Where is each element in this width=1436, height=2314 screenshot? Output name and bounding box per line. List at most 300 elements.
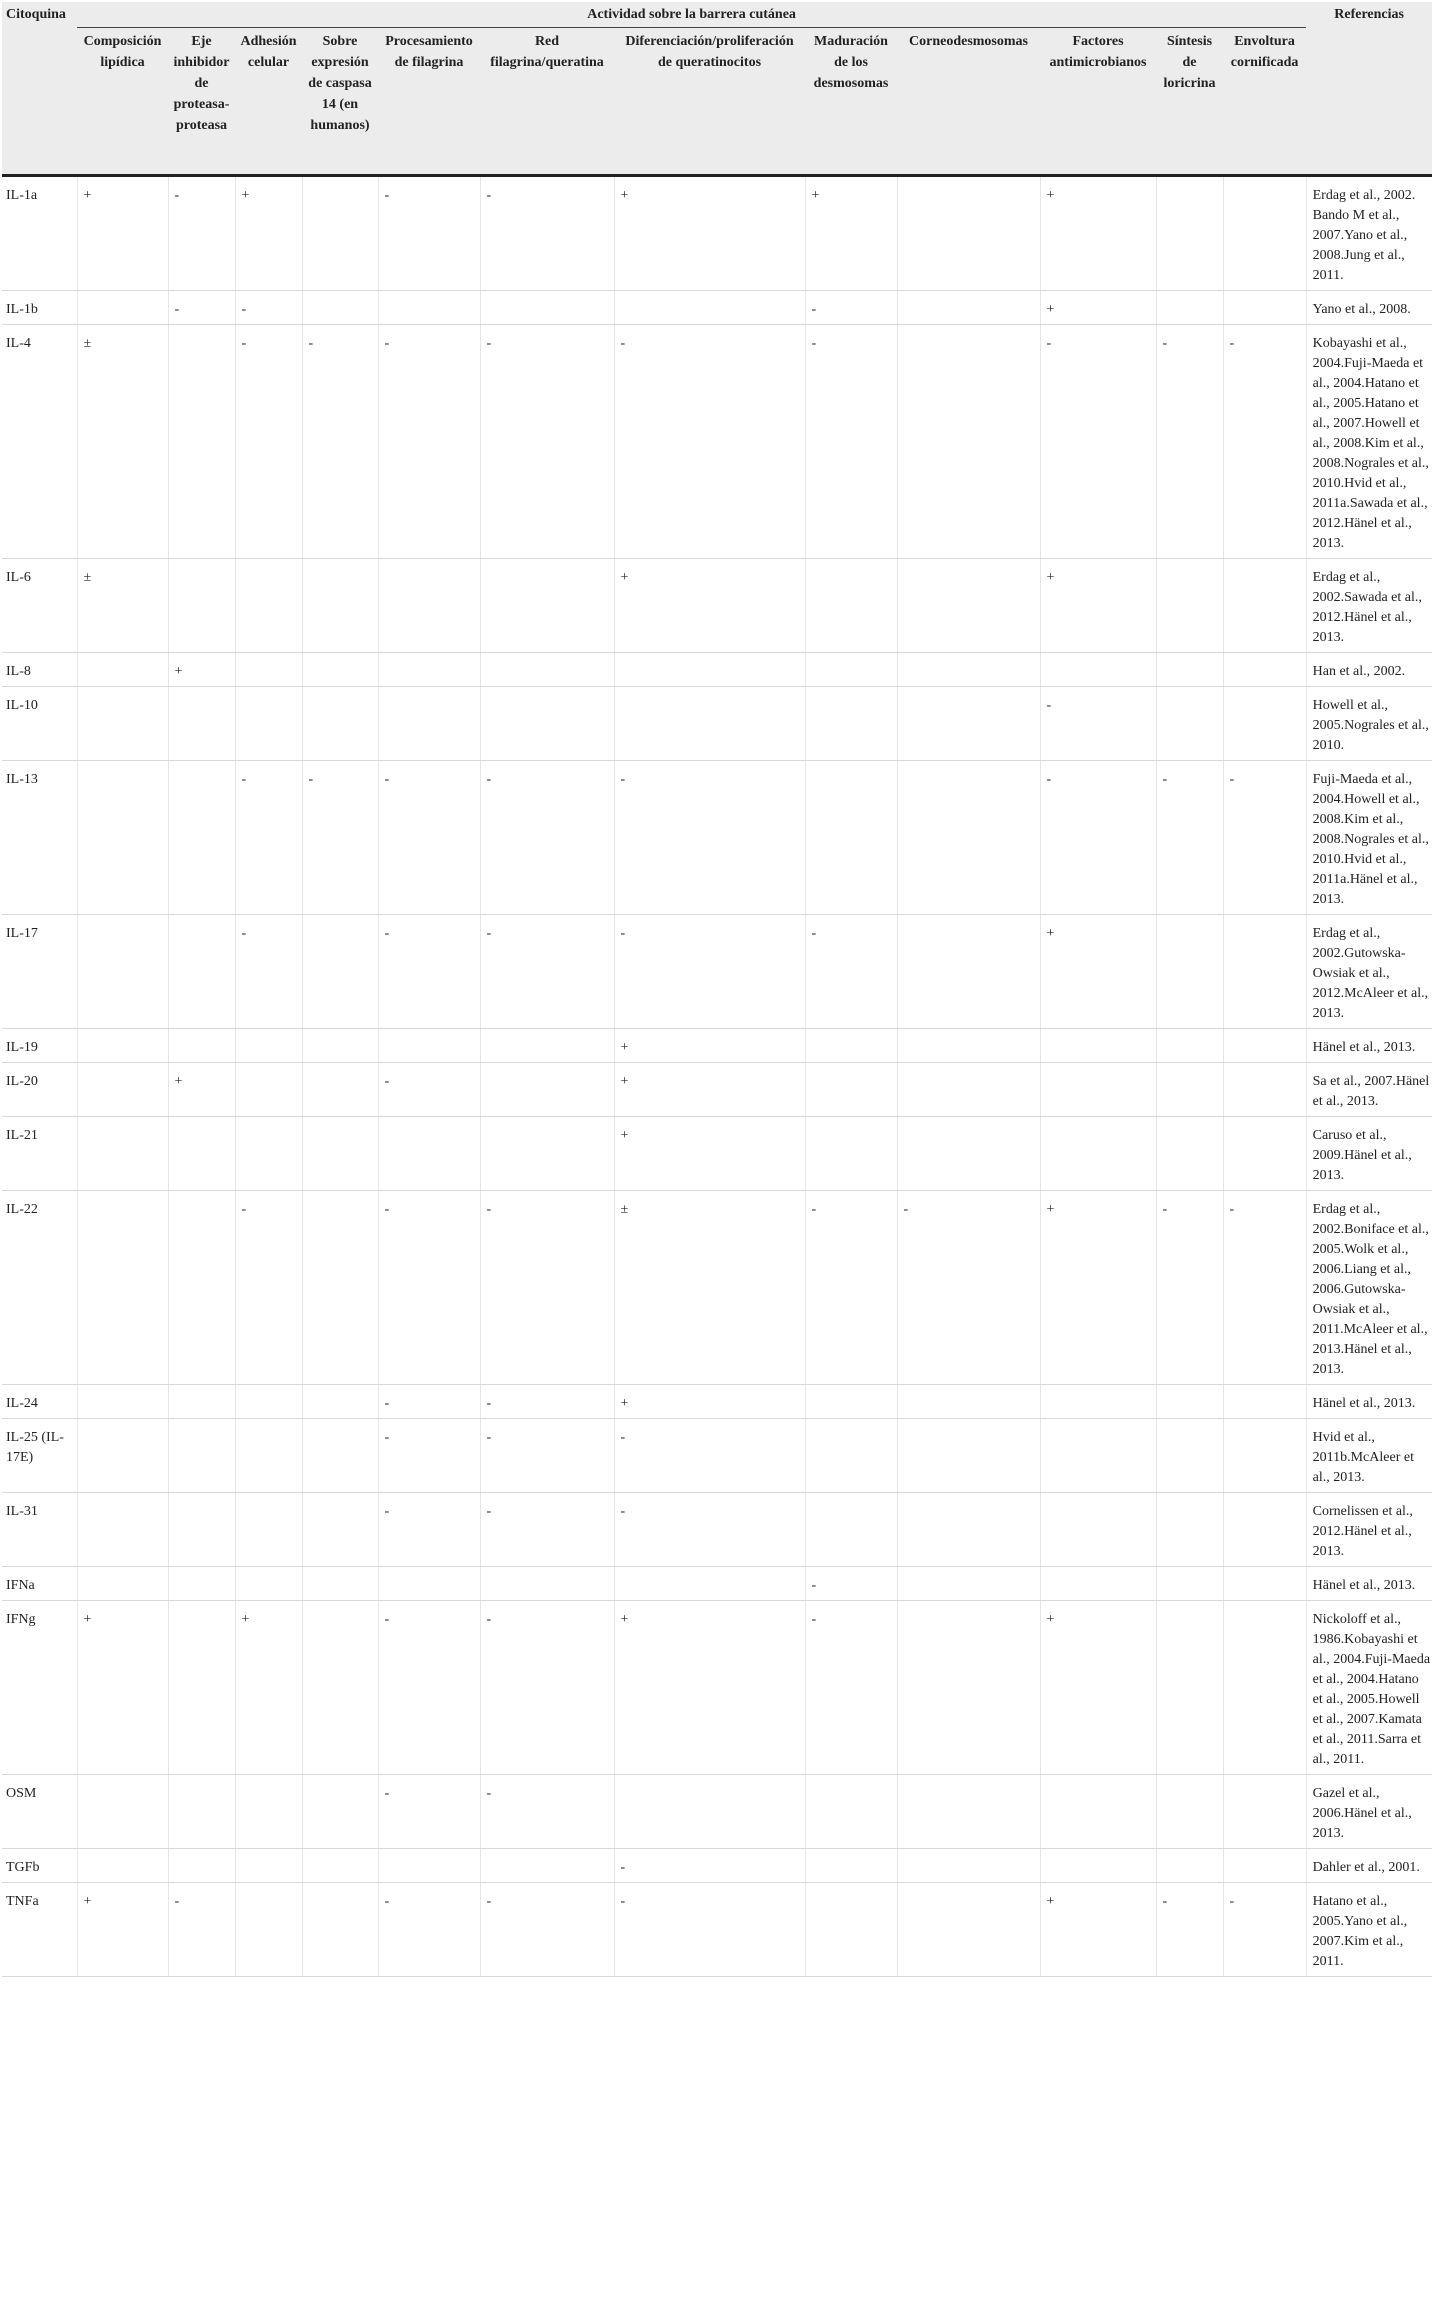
references-cell: Yano et al., 2008. xyxy=(1306,291,1432,325)
cytokine-name: IL-6 xyxy=(2,559,77,653)
references-cell: Caruso et al., 2009.Hänel et al., 2013. xyxy=(1306,1117,1432,1191)
activity-cell: - xyxy=(235,325,302,559)
references-cell: Erdag et al., 2002. Bando M et al., 2007.Yano et al., 2008.Jung et al., 2011. xyxy=(1306,176,1432,291)
activity-cell xyxy=(302,653,378,687)
activity-cell xyxy=(805,1385,897,1419)
activity-cell: + xyxy=(614,1117,805,1191)
activity-cell xyxy=(1156,1385,1223,1419)
activity-cell xyxy=(614,1567,805,1601)
activity-cell xyxy=(168,915,235,1029)
activity-cell xyxy=(480,559,614,653)
activity-cell: - xyxy=(1156,325,1223,559)
activity-cell xyxy=(168,1385,235,1419)
activity-cell xyxy=(235,1775,302,1849)
activity-cell xyxy=(168,1493,235,1567)
activity-cell: - xyxy=(614,1849,805,1883)
activity-cell: - xyxy=(480,325,614,559)
activity-cell xyxy=(897,1775,1040,1849)
header-cytokine: Citoquina xyxy=(2,2,77,176)
activity-cell: - xyxy=(378,1385,480,1419)
cytokine-name: IL-1b xyxy=(2,291,77,325)
activity-cell: - xyxy=(378,1493,480,1567)
activity-cell xyxy=(897,1601,1040,1775)
column-header: Envoltura cornificada xyxy=(1223,28,1306,176)
table-row xyxy=(2,1601,1432,1775)
activity-cell: - xyxy=(805,915,897,1029)
activity-cell: - xyxy=(378,761,480,915)
activity-cell xyxy=(805,559,897,653)
activity-cell xyxy=(235,687,302,761)
activity-cell: - xyxy=(235,761,302,915)
activity-cell: - xyxy=(1040,687,1156,761)
activity-cell xyxy=(1223,1493,1306,1567)
activity-cell: + xyxy=(168,653,235,687)
activity-cell xyxy=(897,1849,1040,1883)
table-row xyxy=(2,1029,1432,1063)
activity-cell xyxy=(1040,1775,1156,1849)
activity-cell: - xyxy=(1223,761,1306,915)
activity-cell: - xyxy=(168,176,235,291)
activity-cell xyxy=(235,1063,302,1117)
activity-cell: - xyxy=(805,325,897,559)
activity-cell: + xyxy=(614,1601,805,1775)
activity-cell xyxy=(480,291,614,325)
activity-cell xyxy=(302,1883,378,1977)
table-row xyxy=(2,653,1432,687)
activity-cell xyxy=(168,1117,235,1191)
table-row xyxy=(2,915,1432,1029)
activity-cell: - xyxy=(378,1775,480,1849)
activity-cell: - xyxy=(614,915,805,1029)
table-body xyxy=(2,176,1432,1977)
cytokine-name: IL-13 xyxy=(2,761,77,915)
activity-cell: - xyxy=(378,1601,480,1775)
activity-cell: - xyxy=(480,1601,614,1775)
cytokine-name: OSM xyxy=(2,1775,77,1849)
activity-cell xyxy=(897,176,1040,291)
activity-cell xyxy=(805,1029,897,1063)
references-cell: Han et al., 2002. xyxy=(1306,653,1432,687)
activity-cell xyxy=(302,1567,378,1601)
cytokine-name: TNFa xyxy=(2,1883,77,1977)
activity-cell xyxy=(378,1117,480,1191)
activity-cell xyxy=(1156,1493,1223,1567)
activity-cell xyxy=(235,1567,302,1601)
activity-cell xyxy=(897,1419,1040,1493)
activity-cell xyxy=(77,1117,168,1191)
activity-cell xyxy=(897,653,1040,687)
activity-cell xyxy=(1156,291,1223,325)
activity-cell: + xyxy=(168,1063,235,1117)
table-header xyxy=(2,2,1432,176)
activity-cell: + xyxy=(235,176,302,291)
activity-cell xyxy=(235,1419,302,1493)
activity-cell xyxy=(302,1849,378,1883)
activity-cell xyxy=(302,1419,378,1493)
activity-cell xyxy=(614,687,805,761)
activity-cell: + xyxy=(77,176,168,291)
activity-cell xyxy=(805,1775,897,1849)
activity-cell xyxy=(1040,1567,1156,1601)
activity-cell xyxy=(897,325,1040,559)
activity-cell: - xyxy=(1223,1883,1306,1977)
activity-cell: - xyxy=(805,291,897,325)
references-cell: Cornelissen et al., 2012.Hänel et al., 2013. xyxy=(1306,1493,1432,1567)
activity-cell: + xyxy=(614,1029,805,1063)
activity-cell: + xyxy=(805,176,897,291)
activity-cell xyxy=(897,687,1040,761)
activity-cell xyxy=(897,1883,1040,1977)
table-row xyxy=(2,761,1432,915)
activity-cell: - xyxy=(1223,1191,1306,1385)
column-header: Diferenciación/proliferación de queratinocitos xyxy=(614,28,805,176)
activity-cell xyxy=(302,1493,378,1567)
cytokine-barrier-table xyxy=(2,2,1432,1977)
activity-cell xyxy=(1156,653,1223,687)
activity-cell xyxy=(77,1385,168,1419)
cytokine-name: IL-25 (IL-17E) xyxy=(2,1419,77,1493)
activity-cell xyxy=(1040,1493,1156,1567)
references-cell: Hänel et al., 2013. xyxy=(1306,1029,1432,1063)
column-header: Sobre expresión de caspasa 14 (en humanos) xyxy=(302,28,378,176)
activity-cell xyxy=(1223,1117,1306,1191)
activity-cell xyxy=(1040,653,1156,687)
activity-cell: - xyxy=(480,1419,614,1493)
activity-cell: + xyxy=(1040,1191,1156,1385)
activity-cell: + xyxy=(77,1883,168,1977)
activity-cell: - xyxy=(480,176,614,291)
header-references: Referencias xyxy=(1306,2,1432,176)
activity-cell xyxy=(1223,1601,1306,1775)
activity-cell xyxy=(235,1385,302,1419)
activity-cell xyxy=(77,653,168,687)
activity-cell: - xyxy=(614,1493,805,1567)
cytokine-name: IL-19 xyxy=(2,1029,77,1063)
activity-cell xyxy=(614,1775,805,1849)
activity-cell xyxy=(168,1029,235,1063)
activity-cell: - xyxy=(480,915,614,1029)
activity-cell xyxy=(480,653,614,687)
activity-cell xyxy=(897,1029,1040,1063)
activity-cell: - xyxy=(1040,325,1156,559)
references-cell: Nickoloff et al., 1986.Kobayashi et al., 2004.Fuji-Maeda et al., 2004.Hatano et al., 2005.Howell et al., 2007.Kamata et al., 2011.Sarra et al., 2011. xyxy=(1306,1601,1432,1775)
activity-cell xyxy=(1223,1063,1306,1117)
table-row xyxy=(2,1883,1432,1977)
activity-cell xyxy=(1223,915,1306,1029)
activity-cell xyxy=(77,1493,168,1567)
table-row xyxy=(2,559,1432,653)
activity-cell xyxy=(1040,1029,1156,1063)
references-cell: Erdag et al., 2002.Boniface et al., 2005.Wolk et al., 2006.Liang et al., 2006.Gutowska-Owsiak et al., 2011.McAleer et al., 2013.Hänel et al., 2013. xyxy=(1306,1191,1432,1385)
column-header: Factores antimicrobianos xyxy=(1040,28,1156,176)
cytokine-name: IFNa xyxy=(2,1567,77,1601)
activity-cell xyxy=(897,915,1040,1029)
activity-cell xyxy=(168,1191,235,1385)
activity-cell xyxy=(77,915,168,1029)
activity-cell: - xyxy=(1156,1883,1223,1977)
activity-cell xyxy=(302,1775,378,1849)
column-header: Corneodesmosomas xyxy=(897,28,1040,176)
activity-cell: - xyxy=(302,325,378,559)
activity-cell: - xyxy=(302,761,378,915)
activity-cell xyxy=(302,1117,378,1191)
references-cell: Dahler et al., 2001. xyxy=(1306,1849,1432,1883)
activity-cell xyxy=(1156,687,1223,761)
activity-cell: + xyxy=(1040,559,1156,653)
activity-cell xyxy=(897,1385,1040,1419)
activity-cell xyxy=(805,761,897,915)
activity-cell: + xyxy=(614,1063,805,1117)
table-row xyxy=(2,176,1432,291)
activity-cell xyxy=(1156,1567,1223,1601)
activity-cell xyxy=(168,559,235,653)
activity-cell: + xyxy=(77,1601,168,1775)
column-header: Composición lipídica xyxy=(77,28,168,176)
cytokine-name: IL-4 xyxy=(2,325,77,559)
activity-cell xyxy=(1223,1567,1306,1601)
activity-cell: + xyxy=(1040,176,1156,291)
activity-cell: ± xyxy=(614,1191,805,1385)
activity-cell: + xyxy=(614,559,805,653)
activity-cell: - xyxy=(1223,325,1306,559)
activity-cell xyxy=(302,291,378,325)
references-cell: Hvid et al., 2011b.McAleer et al., 2013. xyxy=(1306,1419,1432,1493)
activity-cell xyxy=(168,761,235,915)
activity-cell xyxy=(1156,1029,1223,1063)
activity-cell xyxy=(897,1567,1040,1601)
cytokine-name: IL-17 xyxy=(2,915,77,1029)
references-cell: Sa et al., 2007.Hänel et al., 2013. xyxy=(1306,1063,1432,1117)
table-row xyxy=(2,1493,1432,1567)
activity-cell xyxy=(77,1063,168,1117)
column-header: Adhesión celular xyxy=(235,28,302,176)
activity-cell xyxy=(235,1849,302,1883)
activity-cell xyxy=(480,1849,614,1883)
cytokine-name: IL-10 xyxy=(2,687,77,761)
activity-cell: - xyxy=(378,176,480,291)
references-cell: Fuji-Maeda et al., 2004.Howell et al., 2008.Kim et al., 2008.Nograles et al., 2010.Hvid et al., 2011a.Hänel et al., 2013. xyxy=(1306,761,1432,915)
activity-cell xyxy=(77,761,168,915)
references-cell: Hatano et al., 2005.Yano et al., 2007.Kim et al., 2011. xyxy=(1306,1883,1432,1977)
activity-cell xyxy=(1156,1063,1223,1117)
activity-cell xyxy=(302,559,378,653)
activity-cell xyxy=(77,1849,168,1883)
activity-cell xyxy=(1223,687,1306,761)
table-row xyxy=(2,1849,1432,1883)
activity-cell: - xyxy=(235,1191,302,1385)
activity-cell: - xyxy=(235,291,302,325)
activity-cell xyxy=(1040,1419,1156,1493)
activity-cell xyxy=(614,291,805,325)
cytokine-name: IFNg xyxy=(2,1601,77,1775)
table-row xyxy=(2,1385,1432,1419)
header-barrier-activity-group: Actividad sobre la barrera cutánea xyxy=(77,2,1306,28)
activity-cell xyxy=(235,1117,302,1191)
activity-cell xyxy=(1156,1419,1223,1493)
activity-cell: - xyxy=(480,1493,614,1567)
activity-cell xyxy=(302,687,378,761)
activity-cell: + xyxy=(235,1601,302,1775)
activity-cell xyxy=(235,1029,302,1063)
references-cell: Hänel et al., 2013. xyxy=(1306,1567,1432,1601)
table-row xyxy=(2,291,1432,325)
activity-cell xyxy=(480,687,614,761)
activity-cell: + xyxy=(614,1385,805,1419)
activity-cell xyxy=(378,1029,480,1063)
table-row xyxy=(2,1191,1432,1385)
activity-cell xyxy=(168,1775,235,1849)
activity-cell: - xyxy=(480,1775,614,1849)
references-cell: Howell et al., 2005.Nograles et al., 2010. xyxy=(1306,687,1432,761)
activity-cell xyxy=(302,1601,378,1775)
activity-cell xyxy=(1223,1849,1306,1883)
activity-cell xyxy=(235,559,302,653)
activity-cell: - xyxy=(805,1601,897,1775)
activity-cell xyxy=(1223,1775,1306,1849)
activity-cell xyxy=(1040,1849,1156,1883)
activity-cell xyxy=(897,291,1040,325)
activity-cell xyxy=(1223,176,1306,291)
activity-cell: - xyxy=(378,1419,480,1493)
activity-cell xyxy=(302,915,378,1029)
activity-cell: - xyxy=(1040,761,1156,915)
table-row xyxy=(2,1567,1432,1601)
activity-cell xyxy=(168,1601,235,1775)
activity-cell xyxy=(77,291,168,325)
cytokine-name: IL-24 xyxy=(2,1385,77,1419)
activity-cell xyxy=(480,1063,614,1117)
activity-cell xyxy=(378,559,480,653)
activity-cell xyxy=(77,687,168,761)
table-row xyxy=(2,687,1432,761)
activity-cell: ± xyxy=(77,325,168,559)
activity-cell: - xyxy=(378,1063,480,1117)
activity-cell xyxy=(302,1385,378,1419)
activity-cell: - xyxy=(480,1385,614,1419)
activity-cell xyxy=(378,687,480,761)
activity-cell xyxy=(168,1419,235,1493)
cytokine-name: IL-31 xyxy=(2,1493,77,1567)
activity-cell xyxy=(77,1419,168,1493)
column-header: Síntesis de loricrina xyxy=(1156,28,1223,176)
activity-cell xyxy=(1223,291,1306,325)
activity-cell xyxy=(302,176,378,291)
activity-cell: - xyxy=(378,915,480,1029)
activity-cell xyxy=(302,1029,378,1063)
activity-cell xyxy=(378,1849,480,1883)
activity-cell xyxy=(1156,1117,1223,1191)
activity-cell: - xyxy=(1156,761,1223,915)
activity-cell xyxy=(897,1063,1040,1117)
activity-cell: + xyxy=(1040,1601,1156,1775)
activity-cell xyxy=(1156,559,1223,653)
activity-cell: - xyxy=(480,761,614,915)
activity-cell xyxy=(1156,176,1223,291)
cytokine-name: IL-21 xyxy=(2,1117,77,1191)
references-cell: Erdag et al., 2002.Gutowska-Owsiak et al., 2012.McAleer et al., 2013. xyxy=(1306,915,1432,1029)
activity-cell xyxy=(1156,1775,1223,1849)
activity-cell xyxy=(168,325,235,559)
activity-cell xyxy=(805,1883,897,1977)
cytokine-name: IL-8 xyxy=(2,653,77,687)
activity-cell: ± xyxy=(77,559,168,653)
activity-cell: - xyxy=(805,1567,897,1601)
activity-cell: + xyxy=(1040,1883,1156,1977)
activity-cell: - xyxy=(614,1419,805,1493)
activity-cell xyxy=(77,1029,168,1063)
references-cell: Gazel et al., 2006.Hänel et al., 2013. xyxy=(1306,1775,1432,1849)
activity-cell: - xyxy=(614,1883,805,1977)
activity-cell xyxy=(480,1029,614,1063)
activity-cell xyxy=(378,653,480,687)
activity-cell xyxy=(77,1191,168,1385)
cytokine-name: TGFb xyxy=(2,1849,77,1883)
activity-cell xyxy=(805,1849,897,1883)
table-row xyxy=(2,1419,1432,1493)
activity-cell xyxy=(1156,1601,1223,1775)
activity-cell: + xyxy=(614,176,805,291)
activity-cell: - xyxy=(378,1883,480,1977)
activity-cell xyxy=(168,1567,235,1601)
activity-cell xyxy=(805,1117,897,1191)
column-header: Eje inhibidor de proteasa-proteasa xyxy=(168,28,235,176)
references-cell: Erdag et al., 2002.Sawada et al., 2012.Hänel et al., 2013. xyxy=(1306,559,1432,653)
table-row xyxy=(2,1117,1432,1191)
activity-cell xyxy=(480,1567,614,1601)
activity-cell xyxy=(302,1063,378,1117)
activity-cell xyxy=(805,1063,897,1117)
activity-cell: - xyxy=(378,325,480,559)
activity-cell xyxy=(378,291,480,325)
activity-cell xyxy=(897,559,1040,653)
activity-cell xyxy=(805,653,897,687)
activity-cell xyxy=(1040,1117,1156,1191)
activity-cell xyxy=(1223,1029,1306,1063)
activity-cell xyxy=(1223,653,1306,687)
references-cell: Hänel et al., 2013. xyxy=(1306,1385,1432,1419)
activity-cell xyxy=(1223,1419,1306,1493)
column-header: Procesamiento de filagrina xyxy=(378,28,480,176)
table-row xyxy=(2,1775,1432,1849)
activity-cell xyxy=(77,1567,168,1601)
column-header: Red filagrina/queratina xyxy=(480,28,614,176)
activity-cell: - xyxy=(235,915,302,1029)
activity-cell xyxy=(897,1117,1040,1191)
activity-cell xyxy=(168,1849,235,1883)
table-row xyxy=(2,325,1432,559)
activity-cell: - xyxy=(378,1191,480,1385)
activity-cell xyxy=(897,1493,1040,1567)
activity-cell xyxy=(1223,1385,1306,1419)
activity-cell xyxy=(614,653,805,687)
activity-cell xyxy=(1223,559,1306,653)
activity-cell: - xyxy=(1156,1191,1223,1385)
activity-cell: - xyxy=(480,1883,614,1977)
cytokine-name: IL-20 xyxy=(2,1063,77,1117)
activity-cell xyxy=(1040,1063,1156,1117)
activity-cell xyxy=(302,1191,378,1385)
table-row xyxy=(2,1063,1432,1117)
activity-cell xyxy=(805,1493,897,1567)
activity-cell: - xyxy=(805,1191,897,1385)
cytokine-name: IL-22 xyxy=(2,1191,77,1385)
activity-cell xyxy=(1040,1385,1156,1419)
activity-cell xyxy=(480,1117,614,1191)
activity-cell: - xyxy=(614,761,805,915)
references-cell: Kobayashi et al., 2004.Fuji-Maeda et al., 2004.Hatano et al., 2005.Hatano et al., 2007.Howell et al., 2008.Kim et al., 2008.Nograles et al., 2010.Hvid et al., 2011a.Sawada et al., 2012.Hänel et al., 2013. xyxy=(1306,325,1432,559)
activity-cell: - xyxy=(897,1191,1040,1385)
activity-cell: - xyxy=(168,291,235,325)
